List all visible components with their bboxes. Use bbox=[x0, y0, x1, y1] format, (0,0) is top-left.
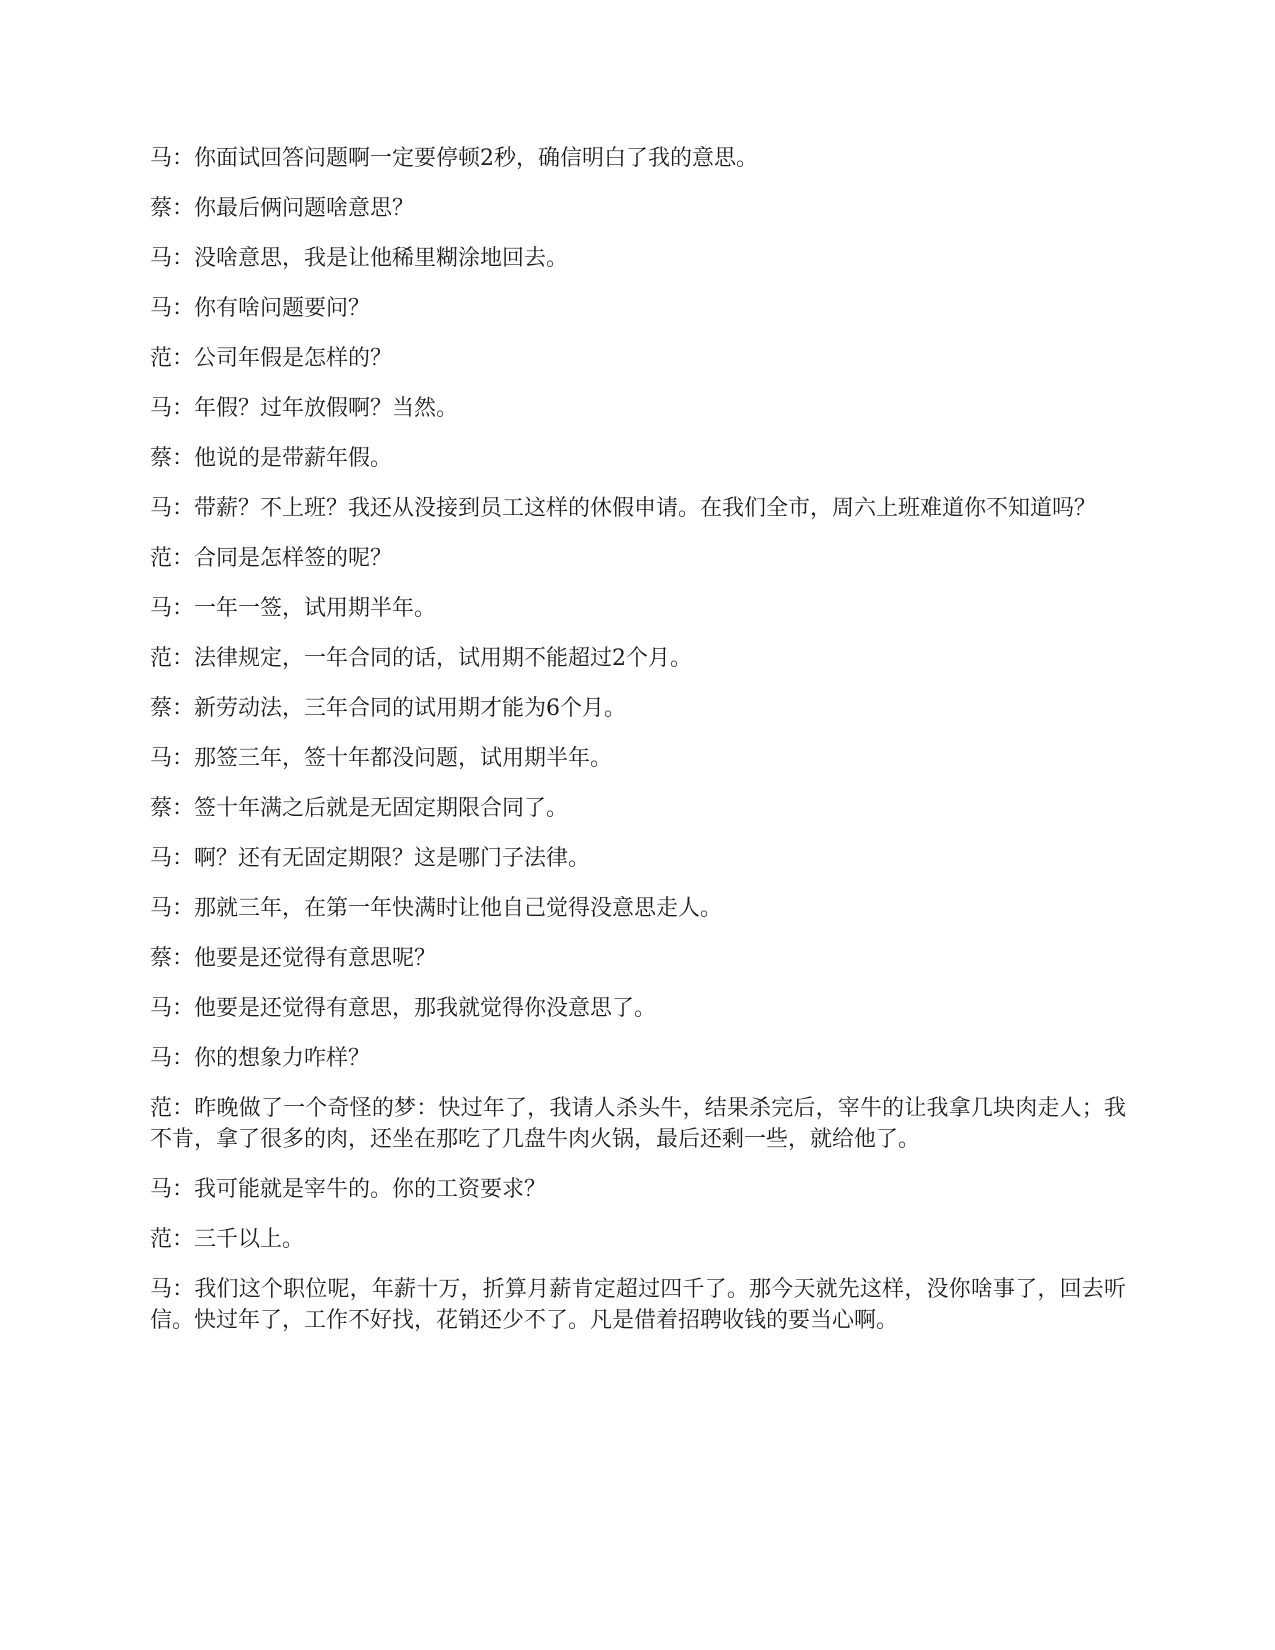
dialogue-line: 蔡：他要是还觉得有意思呢？ bbox=[150, 946, 437, 971]
dialogue-line: 蔡：你最后俩问题啥意思？ bbox=[150, 196, 415, 221]
document-body bbox=[150, 143, 1126, 1355]
dialogue-line: 马：我们这个职位呢，年薪十万，折算月薪肯定超过四千了。那今天就先这样，没你啥事了，回去听信。快过年了，工作不好找，花销还少不了。凡是借着招聘收钱的要当心啊。 bbox=[150, 1277, 1126, 1333]
dialogue-line: 马：年假？过年放假啊？当然。 bbox=[150, 396, 459, 421]
dialogue-line: 蔡：签十年满之后就是无固定期限合同了。 bbox=[150, 796, 569, 821]
dialogue-line: 蔡：他说的是带薪年假。 bbox=[150, 446, 393, 471]
dialogue-line: 马：你面试回答问题啊一定要停顿2秒，确信明白了我的意思。 bbox=[150, 146, 758, 171]
dialogue-line: 马：你有啥问题要问？ bbox=[150, 296, 371, 321]
dialogue-line: 范：法律规定，一年合同的话，试用期不能超过2个月。 bbox=[150, 646, 692, 671]
dialogue-line: 范：三千以上。 bbox=[150, 1227, 305, 1252]
dialogue-line: 马：我可能就是宰牛的。你的工资要求？ bbox=[150, 1177, 547, 1202]
dialogue-line: 马：那签三年，签十年都没问题，试用期半年。 bbox=[150, 746, 613, 771]
dialogue-line: 蔡：新劳动法，三年合同的试用期才能为6个月。 bbox=[150, 696, 626, 721]
dialogue-line: 马：啊？还有无固定期限？这是哪门子法律。 bbox=[150, 846, 591, 871]
dialogue-line: 范：昨晚做了一个奇怪的梦：快过年了，我请人杀头牛，结果杀完后，宰牛的让我拿几块肉走人；我不肯，拿了很多的肉，还坐在那吃了几盘牛肉火锅，最后还剩一些，就给他了。 bbox=[150, 1096, 1126, 1152]
dialogue-line: 马：一年一签，试用期半年。 bbox=[150, 596, 437, 621]
dialogue-line: 范：公司年假是怎样的？ bbox=[150, 346, 393, 371]
dialogue-line: 马：带薪？不上班？我还从没接到员工这样的休假申请。在我们全市，周六上班难道你不知道吗？ bbox=[150, 496, 1097, 521]
dialogue-line: 范：合同是怎样签的呢？ bbox=[150, 546, 393, 571]
dialogue-line: 马：那就三年，在第一年快满时让他自己觉得没意思走人。 bbox=[150, 896, 723, 921]
dialogue-line: 马：没啥意思，我是让他稀里糊涂地回去。 bbox=[150, 246, 569, 271]
dialogue-line: 马：你的想象力咋样？ bbox=[150, 1046, 371, 1071]
dialogue-line: 马：他要是还觉得有意思，那我就觉得你没意思了。 bbox=[150, 996, 657, 1021]
